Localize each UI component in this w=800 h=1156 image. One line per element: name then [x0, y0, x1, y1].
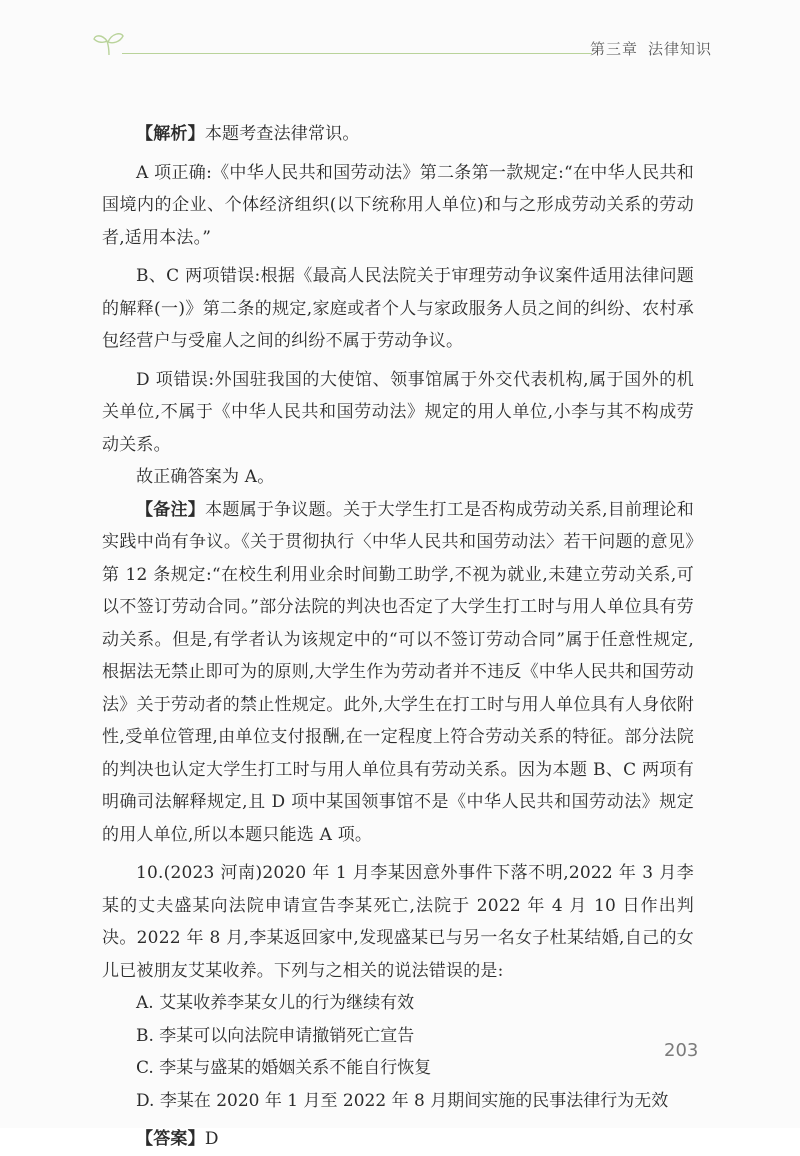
chapter-number: 第三章	[589, 40, 638, 58]
analysis-item-d: D 项错误:外国驻我国的大使馆、领事馆属于外交代表机构,属于国外的机关单位,不属于《中华人民共和国劳动法》规定的用人单位,小李与其不构成劳动关系。	[102, 369, 694, 455]
question-option-c: C. 李某与盛某的婚姻关系不能自行恢复	[136, 1058, 432, 1078]
answer-value: D	[204, 1129, 219, 1149]
chapter-title	[590, 38, 712, 59]
analysis-item-a: A 项正确:《中华人民共和国劳动法》第二条第一款规定:“在中华人民共和国境内的企业、个体经济组织(以下统称用人单位)和与之形成劳动关系的劳动者,适用本法。”	[102, 162, 694, 248]
analysis-tag: 【解析】	[136, 124, 205, 144]
question-stem: 10.(2023 河南)2020 年 1 月李某因意外事件下落不明,2022 年 3 月李某的丈夫盛某向法院申请宣告李某死亡,法院于 2022 年 4 月 10 日作出判决。2022 年 8 月,李某返回家中,发现盛某已与另一名女子杜某结婚,自己的女儿已被朋友艾某收养。下列与之相关的说法错误的是:	[102, 863, 694, 981]
analysis-item-bc: B、C 两项错误:根据《最高人民法院关于审理劳动争议案件适用法律问题的解释(一)》第二条的规定,家庭或者个人与家政服务人员之间的纠纷、农村承包经营户与受雇人之间的纠纷不属于劳动争议。	[102, 266, 694, 351]
running-header	[92, 26, 712, 66]
question-option-b: B. 李某可以向法院申请撤销死亡宣告	[136, 1025, 415, 1046]
sprout-icon	[92, 30, 126, 56]
note-paragraph	[102, 494, 694, 852]
page-content	[102, 118, 694, 1156]
analysis-intro-text: 本题考查法律常识。	[204, 124, 360, 144]
analysis-conclusion: 故正确答案为 A。	[136, 467, 275, 487]
question-option-a: A. 艾某收养李某女儿的行为继续有效	[136, 993, 415, 1013]
analysis-intro	[102, 118, 694, 151]
answer-tag: 【答案】	[136, 1129, 205, 1149]
note-text: 本题属于争议题。关于大学生打工是否构成劳动关系,目前理论和实践中尚有争议。《关于贯彻执行〈中华人民共和国劳动法〉若干问题的意见》第 12 条规定:“在校生利用业余时间勤工助学,不视为就业,未建立劳动关系,可以不签订劳动合同。”部分法院的判决也否定了大学生打工时与用人单位具有劳动关系。但是,有学者认为该规定中的“可以不签订劳动合同”属于任意性规定,根据法无禁止即可为的原则,大学生作为劳动者并不违反《中华人民共和国劳动法》关于劳动者的禁止性规定。此外,大学生在打工时与用人单位具有人身依附性,受单位管理,由单位支付报酬,在一定程度上符合劳动关系的特征。部分法院的判决也认定大学生打工时与用人单位具有劳动关系。因为本题 B、C 两项有明确司法解释规定,且 D 项中某国领事馆不是《中华人民共和国劳动法》规定的用人单位,所以本题只能选 A 项。	[102, 499, 695, 845]
page-number: 203	[664, 1040, 699, 1061]
question-option-d: D. 李某在 2020 年 1 月至 2022 年 8 月期间实施的民事法律行为无效	[136, 1090, 669, 1111]
chapter-name: 法律知识	[647, 40, 712, 58]
note-tag: 【备注】	[136, 499, 206, 520]
header-rule	[122, 53, 592, 54]
